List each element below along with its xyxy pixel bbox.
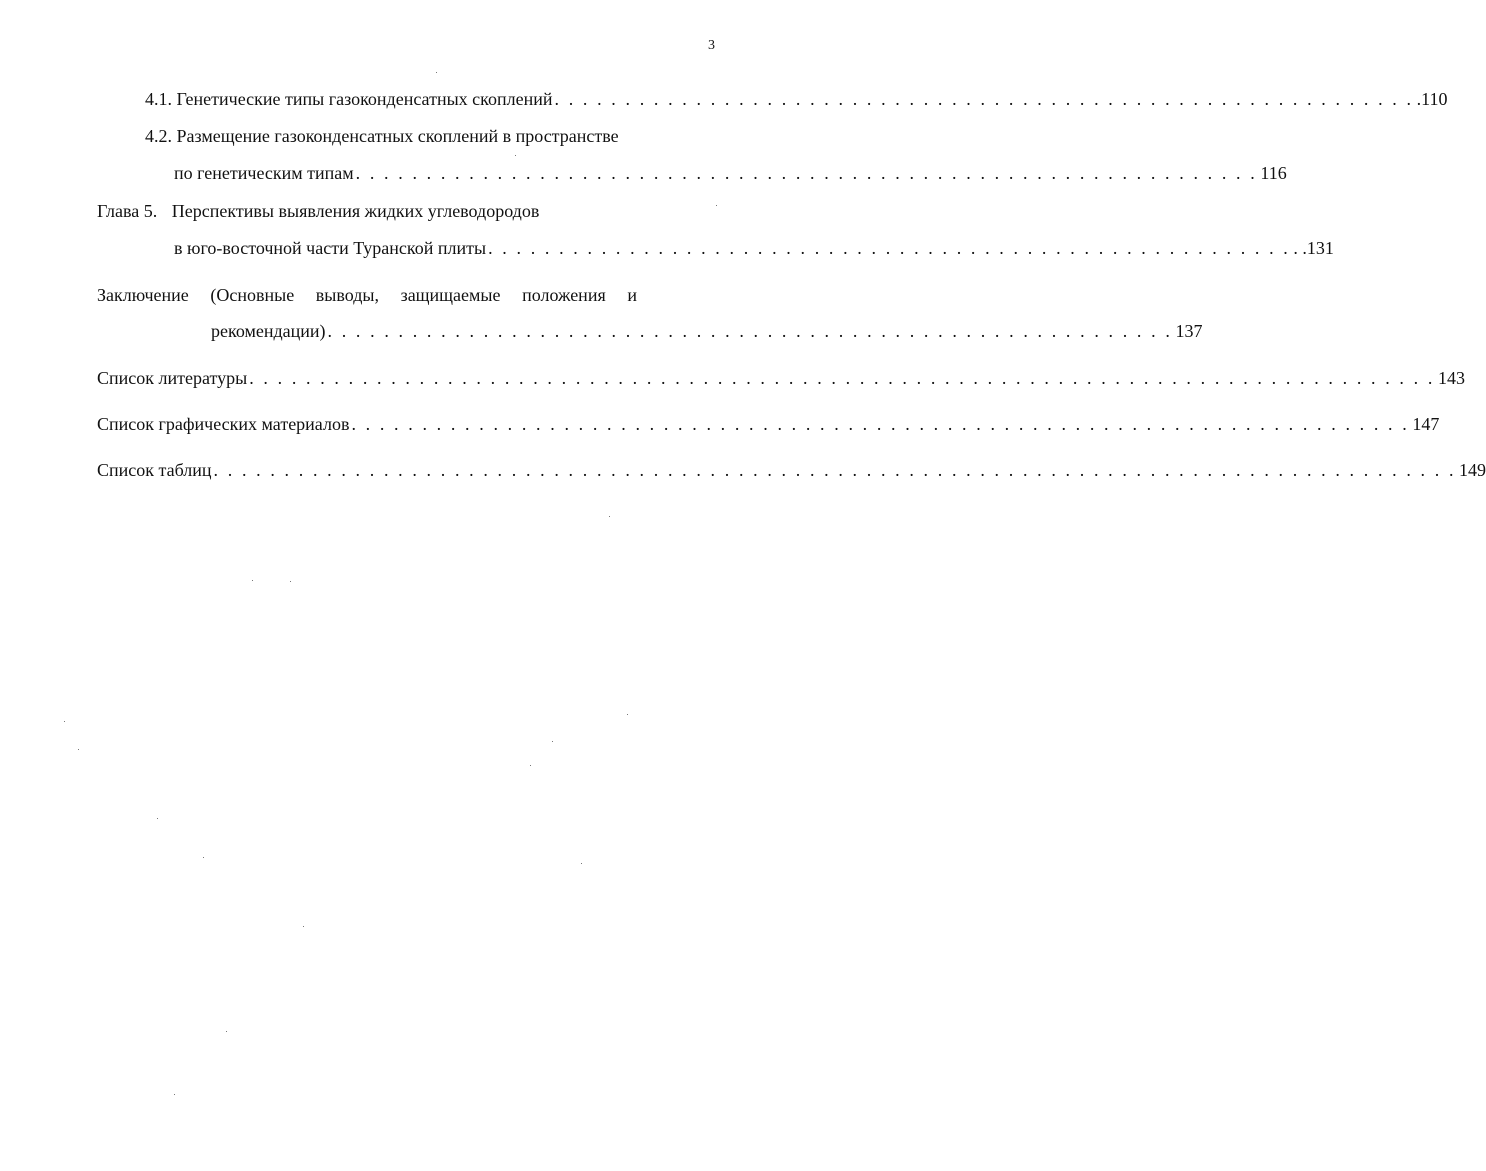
scan-speck — [530, 765, 531, 766]
toc-entry-title: по генетическим типам — [174, 163, 354, 183]
scan-speck — [252, 580, 253, 581]
scan-speck — [78, 749, 79, 750]
scan-speck — [303, 926, 304, 927]
toc-page-number: 116 — [1260, 163, 1287, 183]
toc-entry-4-1 — [145, 88, 1448, 110]
scan-speck — [552, 741, 553, 742]
toc-entry-title: 4.1. Генетические типы газоконденсатных скоплений — [145, 89, 553, 109]
leader-dots: . . . . . . . . . . . . . . . . . . . . . . . . . . . . . . . . . . . . . . . . . . . . . . . . . . . . . . . . . . . . — [327, 321, 1173, 341]
toc-entry-title: Перспективы выявления жидких углеводородов — [171, 201, 540, 221]
toc-entry-title: Список таблиц — [97, 460, 212, 480]
toc-entry-conclusion-line2 — [211, 320, 1203, 342]
scan-speck — [64, 721, 65, 722]
scan-speck — [609, 516, 610, 517]
scan-speck — [203, 857, 204, 858]
scan-speck — [157, 818, 158, 819]
toc-page-number: . .131 — [1293, 238, 1334, 258]
toc-word: положения — [522, 285, 606, 305]
scan-speck — [290, 581, 291, 582]
page-number: 3 — [708, 38, 715, 53]
toc-word: и — [627, 285, 637, 305]
leader-dots: . . . . . . . . . . . . . . . . . . . . . . . . . . . . . . . . . . . . . . . . . . . . . . . . . . . . . . . . . . . . . — [554, 89, 1414, 109]
toc-entry-title: рекомендации) — [211, 321, 326, 341]
scan-speck — [174, 1094, 175, 1095]
leader-dots: . . . . . . . . . . . . . . . . . . . . . . . . . . . . . . . . . . . . . . . . . . . . . . . . . . . . . . . . . . . . . . . . . . . . . . . . . . . — [351, 414, 1410, 434]
toc-word: (Основные — [210, 285, 295, 305]
scan-speck — [226, 1031, 227, 1032]
leader-dots: . . . . . . . . . . . . . . . . . . . . . . . . . . . . . . . . . . . . . . . . . . . . . . . . . . . . . . . . . . . . . . . . . . . . . . . . . . . . . . . . . . . . . . . . — [213, 460, 1457, 480]
toc-page-number: 147 — [1412, 414, 1440, 434]
toc-entry-graphics — [97, 413, 1440, 435]
leader-dots: . . . . . . . . . . . . . . . . . . . . . . . . . . . . . . . . . . . . . . . . . . . . . . . . . . . . . . . . . — [488, 238, 1291, 258]
toc-entry-chapter-5-line1 — [97, 200, 539, 222]
toc-word: Заключение — [97, 285, 189, 305]
toc-word: выводы, — [315, 285, 379, 305]
toc-entry-title: в юго-восточной части Туранской плиты — [174, 238, 487, 258]
scan-speck — [627, 714, 628, 715]
toc-entry-literature — [97, 367, 1465, 389]
toc-page-number: 149 — [1459, 460, 1486, 480]
toc-page-number: 137 — [1175, 321, 1203, 341]
leader-dots: . . . . . . . . . . . . . . . . . . . . . . . . . . . . . . . . . . . . . . . . . . . . . . . . . . . . . . . . . . . . . . . . . . . . . . . . . . . . . . . . . . . . — [249, 368, 1435, 388]
toc-entry-title: Список графических материалов — [97, 414, 350, 434]
scan-speck — [581, 863, 582, 864]
toc-entry-4-2-line2 — [174, 162, 1287, 184]
scan-speck — [436, 72, 437, 73]
toc-entry-conclusion-line1 — [97, 284, 637, 306]
toc-page-number: .110 — [1416, 89, 1448, 109]
toc-entry-tables — [97, 459, 1486, 481]
scan-speck — [515, 155, 516, 156]
toc-word: защищаемые — [400, 285, 501, 305]
chapter-label: Глава 5. — [97, 201, 158, 221]
leader-dots: . . . . . . . . . . . . . . . . . . . . . . . . . . . . . . . . . . . . . . . . . . . . . . . . . . . . . . . . . . . . . . . . — [355, 163, 1258, 183]
toc-entry-chapter-5-line2 — [174, 237, 1334, 259]
toc-entry-4-2-line1 — [145, 125, 619, 147]
scan-speck — [716, 205, 717, 206]
toc-page-number: 143 — [1437, 368, 1465, 388]
toc-entry-title: Список литературы — [97, 368, 248, 388]
toc-entry-title: 4.2. Размещение газоконденсатных скоплений в пространстве — [145, 126, 619, 146]
